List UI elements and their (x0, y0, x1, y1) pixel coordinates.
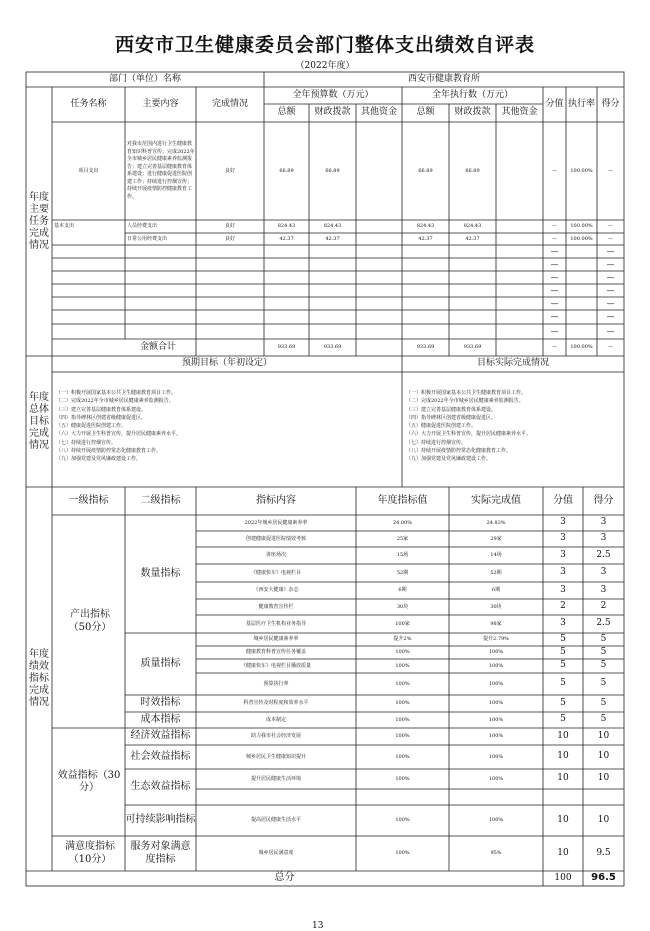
goal-item: （七）持续进行控烟宣传。 (406, 439, 467, 446)
level2-ecological: 生态效益指标 (130, 780, 191, 792)
empty-dash: — (606, 246, 615, 256)
row3-content: 日常公用经费支出 (127, 235, 168, 242)
indicator-score: 10 (597, 773, 610, 784)
indicator-score-value: 3 (560, 584, 566, 595)
indicator-actual: 30块 (490, 603, 502, 610)
row2-budget-fiscal: 824.43 (323, 223, 342, 230)
indicator-target: 100% (395, 850, 410, 857)
indicator-score-value: 5 (560, 660, 566, 671)
indicator-actual: 100% (488, 662, 504, 669)
indicator-score-value: 2 (560, 601, 566, 612)
indicator-content: 《健康快车》电视栏目 (250, 569, 301, 576)
total-score-value: 100 (554, 872, 572, 883)
actual-goals-list (406, 389, 621, 464)
indicator-score-value: 10 (557, 814, 569, 825)
indicator-content: 基层医疗卫生机构业务指导 (245, 620, 306, 627)
indicator-target: 100% (395, 716, 410, 723)
sum-label: 金额合计 (139, 341, 176, 352)
header-score: 得分 (593, 494, 614, 506)
indicator-score-value: 3 (560, 533, 566, 544)
level2-sustainable: 可持续影响指标 (125, 814, 196, 826)
sum-score-value: — (552, 344, 557, 351)
plan-goals-list (56, 389, 396, 464)
indicator-score-value: 10 (557, 847, 569, 858)
indicator-target: 100% (395, 700, 410, 707)
indicator-content: 《健康快车》电视栏目播放质量 (240, 662, 311, 669)
indicator-score-value: 5 (560, 697, 566, 708)
header-level1: 一级指标 (68, 494, 109, 506)
empty-dash: — (606, 259, 615, 269)
indicator-target: 15场 (396, 552, 409, 559)
indicator-score-value: 3 (560, 549, 566, 560)
row1-budget-total: 66.89 (279, 167, 294, 174)
empty-dash: — (550, 326, 559, 336)
indicator-score-value: 3 (560, 567, 566, 578)
section2-side-label: 年度总体目标完成情况 (29, 391, 49, 451)
indicator-content: 2022年城乡居民健康素养率 (244, 519, 308, 526)
indicator-score: 5 (600, 714, 607, 725)
section1-side-label: 年度主要任务完成情况 (29, 191, 49, 251)
indicator-content: 成本制定 (265, 716, 286, 723)
goal-item: （四）指导碑林区创建省级健康促进区。 (406, 414, 497, 421)
sum-exec-fiscal: 933.69 (463, 344, 482, 351)
indicator-actual: 6期 (491, 587, 501, 594)
indicator-target: 6期 (398, 587, 407, 594)
header-target-value: 年度指标值 (377, 494, 428, 506)
level2-quantity: 数量指标 (140, 567, 181, 579)
indicator-content: 科普宣传及时程度和效率水平 (243, 700, 309, 707)
empty-dash: — (550, 298, 559, 308)
indicator-score: 3 (600, 517, 607, 528)
level2-service-satisfaction: 服务对象满意度指标 (130, 841, 191, 865)
indicator-target: 100% (395, 775, 410, 782)
indicator-actual: 100% (488, 753, 504, 760)
row2-budget-total: 824.43 (277, 223, 296, 230)
indicator-score: 5 (600, 633, 607, 644)
indicator-score: 3 (600, 584, 607, 595)
row2-exec-fiscal: 824.43 (463, 223, 482, 230)
header-plan-goals: 预期目标（年初设定） (181, 358, 272, 369)
indicator-content: 城乡居民健康素养率 (253, 636, 299, 643)
indicator-actual: 100% (488, 775, 504, 782)
dept-label: 部门（单位）名称 (108, 73, 181, 84)
indicator-score: 5 (600, 697, 607, 708)
total-label: 总分 (274, 872, 295, 884)
indicator-score-value: 10 (557, 730, 569, 741)
row1-score-value: — (552, 167, 557, 174)
indicator-actual: 100% (488, 649, 504, 656)
indicator-content: 城乡居民卫生健康知识提升 (245, 753, 306, 760)
indicator-content: 预算执行率 (263, 680, 289, 687)
indicator-actual: 14场 (490, 552, 502, 559)
row1-score: — (608, 167, 613, 174)
indicator-content: 健康教育科普宣传任务覆盖 (245, 649, 306, 656)
indicator-score-value: 5 (560, 646, 566, 657)
level2-social: 社会效益指标 (130, 750, 191, 762)
level2-cost: 成本指标 (140, 713, 181, 725)
sum-score: — (608, 344, 613, 351)
indicator-actual: 24.83% (486, 519, 506, 526)
row1-content: 对我市范围内进行卫生健康教育知识科普宣传；完成2022年全市城乡居民健康素养监测报告；建立完善基层健康教育体系建设；进行健康促进医院创建工作；持续进行控烟宣传；持续开展疫情防控健康教育工作。 (127, 141, 195, 200)
goal-item: （一）积极开展国家基本公共卫生健康教育项目工作。 (56, 390, 177, 396)
header-level2: 二级指标 (140, 494, 181, 506)
indicator-content: 城乡居民满意度 (258, 850, 294, 857)
header-exec-rate: 执行率 (567, 98, 595, 109)
page-subtitle: （2022年度） (295, 61, 355, 71)
level2-economic: 经济效益指标 (130, 730, 191, 742)
header-score-value: 分值 (553, 494, 573, 506)
indicator-target: 100% (395, 649, 410, 656)
indicator-target: 100% (395, 817, 410, 824)
goal-item: （八）持续开展疫情防控常态化健康教育工作。 (406, 448, 512, 455)
row3-budget-fiscal: 42.37 (325, 235, 340, 242)
goal-item: （七）持续进行控烟宣传。 (56, 439, 117, 446)
empty-dash: — (606, 298, 615, 308)
header-budget-fiscal: 财政拨款 (314, 107, 351, 118)
goal-item: （三）建立完善基层健康教育体系建设。 (406, 406, 497, 413)
row2-content: 人员经费支出 (127, 223, 158, 230)
indicator-score-value: 3 (560, 618, 566, 629)
page-title: 西安市卫生健康委员会部门整体支出绩效自评表 (114, 34, 535, 56)
total-score: 96.5 (591, 872, 616, 884)
indicator-target: 100% (395, 733, 410, 740)
header-score: 得分 (601, 98, 620, 109)
indicator-score: 5 (600, 660, 607, 671)
row2-score-value: — (552, 223, 557, 230)
goal-item: （六）大力开展卫生科普宣传，提升居民健康素养水平。 (406, 431, 532, 438)
level1-satisfaction: 满意度指标（10分） (65, 841, 115, 865)
indicator-score-value: 5 (560, 678, 566, 689)
header-status: 完成情况 (211, 98, 248, 109)
row2-status: 良好 (224, 223, 235, 230)
row1-task: 项目支出 (78, 167, 99, 174)
goal-item: （四）指导碑林区创建省级健康促进区。 (56, 414, 147, 421)
goal-item: （九）加强党建及党风廉政建设工作。 (406, 456, 492, 463)
goal-item: （五）健康促进医院创建工作。 (406, 423, 477, 430)
row3-rate: 100.00% (570, 235, 593, 242)
sum-exec-total: 933.69 (416, 344, 435, 351)
section3-side-label: 年度绩效指标完成情况 (29, 649, 49, 708)
goal-item: （一）积极开展国家基本公共卫生健康教育项目工作。 (406, 390, 527, 396)
row1-exec-fiscal: 66.89 (465, 167, 480, 174)
indicator-actual: 100% (488, 716, 504, 723)
page-number: 13 (312, 921, 324, 931)
indicator-score-value: 5 (560, 714, 566, 725)
indicator-target: 提升2% (393, 636, 412, 643)
indicator-score: 10 (597, 730, 610, 741)
empty-dash: — (550, 246, 559, 256)
empty-dash: — (606, 272, 615, 282)
level2-timeliness: 时效指标 (140, 697, 181, 709)
empty-dash: — (550, 285, 559, 295)
header-exec-fiscal: 财政拨款 (454, 107, 491, 118)
row1-exec-total: 66.89 (418, 167, 433, 174)
goal-item: （二）完成2022年全市城乡居民健康素养监测报告。 (56, 398, 174, 405)
empty-dash: — (550, 259, 559, 269)
goal-item: （三）建立完善基层健康教育体系建设。 (56, 406, 147, 413)
header-task-name: 任务名称 (70, 98, 107, 109)
sum-budget-total: 933.69 (277, 344, 296, 351)
indicator-actual: 52期 (490, 569, 502, 576)
indicator-content: 提升居民健康生活环境 (250, 775, 301, 782)
indicator-target: 100% (395, 680, 410, 687)
indicator-actual: 29家 (490, 535, 502, 542)
header-actual-value: 实际完成值 (471, 494, 521, 506)
goal-item: （二）完成2022年全市城乡居民健康素养监测报告。 (406, 398, 524, 405)
indicator-content: 提高居民健康生活水平 (250, 817, 301, 824)
header-main-content: 主要内容 (142, 98, 179, 109)
row1-rate: 100.00% (570, 167, 593, 174)
header-exec-other: 其他资金 (501, 107, 538, 118)
goal-item: （五）健康促进医院创建工作。 (56, 423, 127, 430)
row3-budget-total: 42.37 (279, 235, 294, 242)
indicator-score: 2.5 (596, 618, 611, 629)
indicator-score-value: 3 (560, 517, 566, 528)
row1-budget-fiscal: 66.89 (325, 167, 340, 174)
indicator-score: 5 (600, 646, 607, 657)
sum-rate: 100.00% (570, 344, 593, 351)
indicator-score: 3 (600, 533, 607, 544)
row2-rate: 100.00% (570, 223, 593, 230)
row3-exec-fiscal: 42.37 (465, 235, 480, 242)
row1-status: 良好 (224, 167, 235, 174)
goal-item: （九）加强党建及党风廉政建设工作。 (56, 456, 142, 463)
row2-exec-total: 824.43 (416, 223, 435, 230)
level1-output: 产出指标（50分） (68, 609, 112, 633)
empty-dash: — (606, 285, 615, 295)
level2-quality: 质量指标 (140, 657, 181, 669)
indicator-score-value: 5 (560, 633, 566, 644)
indicator-actual: 98家 (490, 620, 502, 627)
dept-name: 西安市健康教育所 (407, 73, 480, 84)
indicator-target: 30块 (396, 603, 409, 610)
empty-dash: — (550, 272, 559, 282)
header-budget-total: 总额 (277, 107, 296, 118)
indicator-score-value: 10 (557, 773, 569, 784)
header-exec-total: 总额 (416, 107, 435, 118)
indicator-actual: 100% (488, 700, 504, 707)
header-indicator-content: 指标内容 (256, 494, 296, 506)
indicator-score: 10 (597, 751, 610, 762)
indicator-score-value: 10 (557, 751, 569, 762)
row3-exec-total: 42.37 (418, 235, 433, 242)
indicator-actual: 95% (490, 850, 502, 857)
indicator-score: 3 (600, 567, 607, 578)
indicator-content: 《西安大健康》杂志 (253, 587, 299, 594)
indicator-score: 2.5 (596, 549, 611, 560)
indicator-actual: 100% (488, 817, 504, 824)
indicator-score: 10 (597, 814, 610, 825)
empty-dash: — (550, 312, 559, 321)
header-execution: 全年执行数（万元） (431, 89, 513, 100)
header-score-value: 分值 (545, 98, 564, 109)
indicator-target: 52期 (396, 569, 409, 576)
row2-score: — (608, 223, 613, 230)
row3-score-value: — (552, 235, 557, 242)
header-budget-other: 其他资金 (360, 107, 397, 118)
goal-item: （六）大力开展卫生科普宣传，提升居民健康素养水平。 (56, 431, 182, 438)
indicator-content: 创建健康促进医院绩效考核 (245, 535, 306, 542)
sum-budget-fiscal: 933.69 (323, 344, 342, 351)
indicator-target: 100家 (395, 620, 410, 627)
header-budget: 全年预算数（万元） (292, 89, 374, 100)
indicator-target: 100% (395, 662, 410, 669)
empty-dash: — (606, 312, 615, 321)
empty-dash: — (606, 326, 615, 336)
indicator-target: 24.00% (392, 519, 413, 526)
goal-item: （八）持续开展疫情防控常态化健康教育工作。 (56, 448, 162, 455)
indicator-actual: 100% (488, 733, 504, 740)
indicator-score: 5 (600, 678, 607, 689)
indicator-content: 助力我市社会经济发展 (250, 733, 301, 740)
indicator-score: 9.5 (596, 847, 611, 858)
indicator-target: 100% (395, 753, 410, 760)
header-actual-goals: 目标实际完成情况 (476, 358, 549, 369)
indicator-target: 25家 (396, 535, 409, 542)
level1-benefit: 效益指标（30分） (57, 769, 121, 793)
indicator-actual: 提升2.79% (483, 636, 509, 643)
indicator-score: 2 (600, 601, 607, 612)
indicator-actual: 100% (488, 680, 504, 687)
row3-score: — (608, 235, 613, 242)
indicator-content: 健康教育宣传栏 (258, 603, 294, 610)
row2-task: 基本支出 (54, 223, 75, 230)
row3-status: 良好 (224, 235, 235, 242)
indicator-content: 讲座场次 (265, 552, 286, 559)
